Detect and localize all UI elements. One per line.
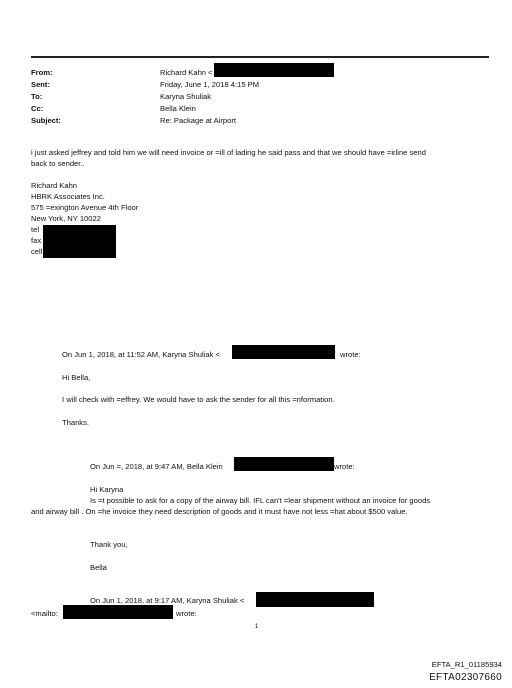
signature-tel: tel bbox=[31, 225, 40, 234]
reply2-header: On Jun =, 2018, at 9:47 AM, Bella Klein bbox=[90, 462, 223, 471]
reply1-body: I will check with =effrey. We would have to ask the sender for all this =nformation. bbox=[62, 395, 335, 404]
sent-label: Sent: bbox=[31, 80, 50, 89]
reply1-greeting: Hi Bella, bbox=[62, 373, 91, 382]
signature-name: Richard Kahn bbox=[31, 181, 78, 190]
page-number: 1 bbox=[255, 624, 259, 630]
signature-fax: fax bbox=[31, 236, 42, 245]
redaction-box bbox=[214, 63, 334, 77]
redaction-box bbox=[43, 225, 116, 258]
footer-ref-1: EFTA_R1_01185934 bbox=[431, 660, 502, 669]
subject-value: Re: Package at Airport bbox=[160, 116, 236, 125]
reply3-wrote: wrote: bbox=[176, 609, 197, 618]
redaction-box bbox=[256, 592, 374, 607]
signature-address-1: 575 =exington Avenue 4th Floor bbox=[31, 203, 139, 212]
reply2-wrote: wrote: bbox=[334, 462, 355, 471]
body-line-1: i just asked jeffrey and told him we will need invoice or =ill of lading he said pass and that we should have =irline send bbox=[31, 148, 426, 157]
signature-company: HBRK Associates Inc. bbox=[31, 192, 105, 201]
reply2-line-1: Is =t possible to ask for a copy of the airway bill. IFL can't =lear shipment without an invoice for goods bbox=[90, 496, 431, 505]
reply3-mailto: <mailto: bbox=[31, 609, 58, 618]
sent-value: Friday, June 1, 2018 4:15 PM bbox=[160, 80, 260, 89]
reply1-wrote: wrote: bbox=[340, 350, 361, 359]
subject-label: Subject: bbox=[31, 116, 61, 125]
reply2-line-2: and airway bill . On =he invoice they need description of goods and it must have not less =hat about $500 value. bbox=[31, 507, 408, 516]
from-value: Richard Kahn < bbox=[160, 68, 213, 77]
redaction-box bbox=[232, 345, 335, 359]
cc-value: Bella Klein bbox=[160, 104, 196, 113]
reply1-header: On Jun 1, 2018, at 11:52 AM, Karyna Shuliak < bbox=[62, 350, 220, 359]
reply2-greeting: Hi Karyna bbox=[90, 485, 124, 494]
reply2-thanks: Thank you, bbox=[90, 540, 128, 549]
cc-label: Cc: bbox=[31, 104, 44, 113]
header-rule bbox=[31, 56, 489, 58]
redaction-box bbox=[234, 457, 334, 471]
from-label: From: bbox=[31, 68, 53, 77]
to-value: Karyna Shuliak bbox=[160, 92, 212, 101]
redaction-box bbox=[63, 605, 173, 619]
to-label: To: bbox=[31, 92, 43, 101]
footer-ref-2: EFTA02307660 bbox=[429, 672, 502, 683]
signature-cell: cell bbox=[31, 247, 43, 256]
signature-address-2: New York, NY 10022 bbox=[31, 214, 101, 223]
body-line-2: back to sender.. bbox=[31, 159, 85, 168]
reply1-closing: Thanks. bbox=[62, 418, 90, 427]
reply3-header: On Jun 1, 2018, at 9:17 AM, Karyna Shuliak < bbox=[90, 596, 245, 605]
reply2-name: Bella bbox=[90, 563, 107, 572]
